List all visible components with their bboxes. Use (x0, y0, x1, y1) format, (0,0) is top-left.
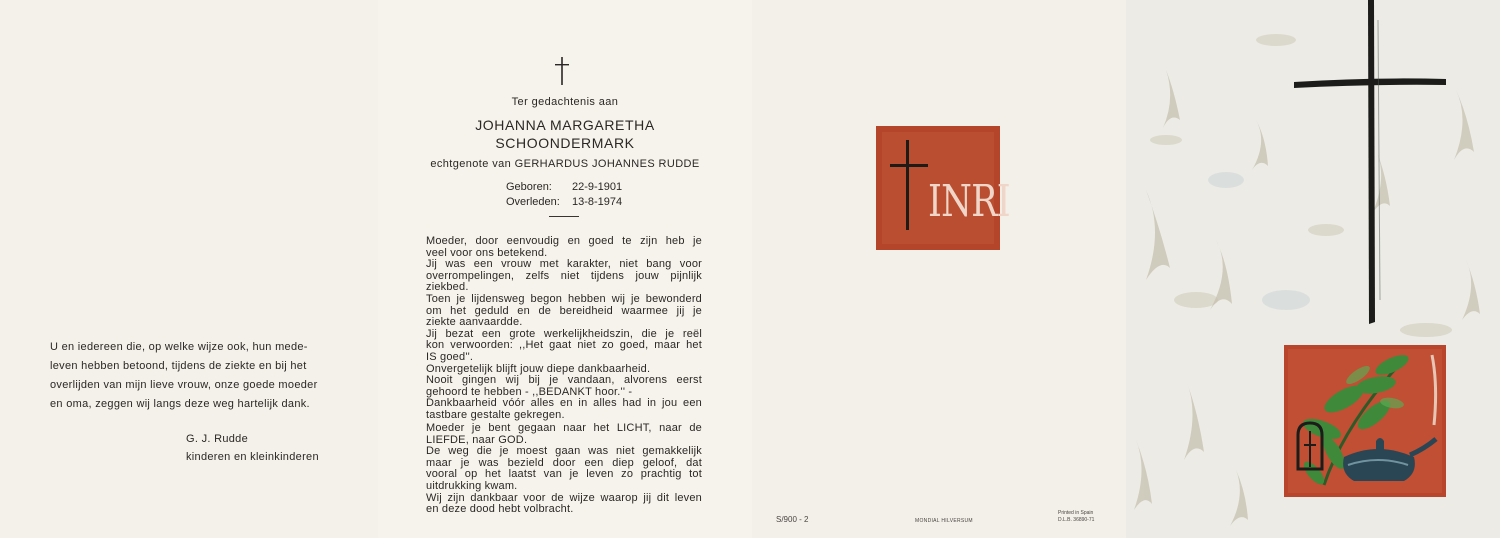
died-label: Overleden: (506, 196, 560, 208)
publisher-name: MONDIAL HILVERSUM (915, 518, 973, 524)
death-row (506, 195, 622, 210)
poem-line: veel voor ons betekend. (426, 246, 548, 259)
poem-line: kon verwoorden: ,,Het gaat niet zo goed, maar het (426, 339, 702, 352)
thank-you-line: en oma, zeggen wij langs deze weg hartelijk dank. (50, 398, 310, 410)
born-date: 22-9-1901 (572, 181, 623, 193)
birth-row (506, 180, 622, 195)
poem-line: Jij bezat een grote werkelijkheidszin, die je reël (426, 327, 702, 340)
thank-you-panel (0, 0, 378, 538)
poem-line: Nooit gingen wij bij je vandaan, alvorens eerst (426, 374, 702, 387)
memorial-panel (378, 0, 752, 538)
poem-line: Dankbaarheid vóór alles en in alles had in jou een (426, 397, 702, 410)
thank-you-line: overlijden van mijn lieve vrouw, onze goede moeder (50, 379, 318, 391)
poem-line: maar je was bezield door een diep geloof, dat (426, 456, 702, 469)
painted-cross-icon (1294, 0, 1450, 330)
poem-line: en deze dood hebt volbracht. (426, 503, 574, 516)
oil-lamp-branch-icon (1284, 345, 1446, 497)
signature-name: G. J. Rudde (186, 433, 248, 445)
poem-line: Jij was een vrouw met karakter, niet bang voor (426, 258, 702, 271)
poem-line: Onvergetelijk blijft jouw diepe dankbaarheid. (426, 362, 651, 375)
poem-part-two (426, 423, 702, 516)
poem-line: De weg die je moest gaan was niet gemakkelijk (426, 445, 702, 458)
divider-rule (549, 216, 579, 217)
legal-deposit: D.L.B. 36890-71 (1058, 517, 1095, 523)
series-code: S/900 - 2 (776, 515, 809, 524)
poem-line: om het geduld en de bereidheid waarmee jij je (426, 304, 702, 317)
poem-line: vooral op het laatst van je leven zo prachtig tot (426, 468, 702, 481)
in-memory-heading: Ter gedachtenis aan (511, 96, 619, 108)
inri-tile (876, 126, 1010, 250)
inri-lettering: INRI (928, 176, 1010, 227)
printed-country: Printed in Spain (1058, 510, 1094, 516)
poem-line: uitdrukking kwam. (426, 479, 518, 492)
poem-line: ziekte aanvaardde. (426, 316, 523, 329)
poem-line: overrompelingen, zelfs niet tijdens jouw pijnlijk (426, 269, 702, 282)
poem-line: gehoord te hebben - ,,BEDANKT hoor.'' - (426, 385, 633, 398)
poem-line: IS goed''. (426, 350, 474, 363)
poem-part-one (426, 236, 702, 422)
poem-line: LIEFDE, naar GOD. (426, 433, 528, 446)
born-label: Geboren: (506, 181, 552, 193)
poem-line: ziekbed. (426, 281, 469, 294)
latin-cross-icon (552, 56, 572, 86)
cover-panel (1126, 0, 1500, 538)
back-panel (752, 0, 1126, 538)
deceased-first-names: JOHANNA MARGARETHA (475, 117, 655, 133)
poem-line: tastbare gestalte gekregen. (426, 408, 565, 421)
printing-info (1058, 510, 1094, 524)
poem-line: Moeder, door eenvoudig en goed te zijn heb je (426, 235, 702, 247)
spouse-line: echtgenote van GERHARDUS JOHANNES RUDDE (430, 158, 700, 170)
thank-you-line: leven hebben betoond, tijdens de ziekte en bij het (50, 360, 307, 372)
thank-you-text (50, 338, 332, 414)
thank-you-line: U en iedereen die, op welke wijze ook, hun mede- (50, 341, 308, 353)
died-date: 13-8-1974 (572, 196, 623, 208)
life-dates (506, 180, 622, 210)
poem-line: Moeder je bent gegaan naar het LICHT, naar de (426, 422, 702, 434)
poem-line: Toen je lijdensweg begon hebben wij je bewonderd (426, 292, 702, 305)
signature-family: kinderen en kleinkinderen (186, 451, 319, 463)
deceased-surname: SCHOONDERMARK (495, 135, 635, 151)
poem-line: Wij zijn dankbaar voor de wijze waarop jij dit leven (426, 491, 702, 504)
